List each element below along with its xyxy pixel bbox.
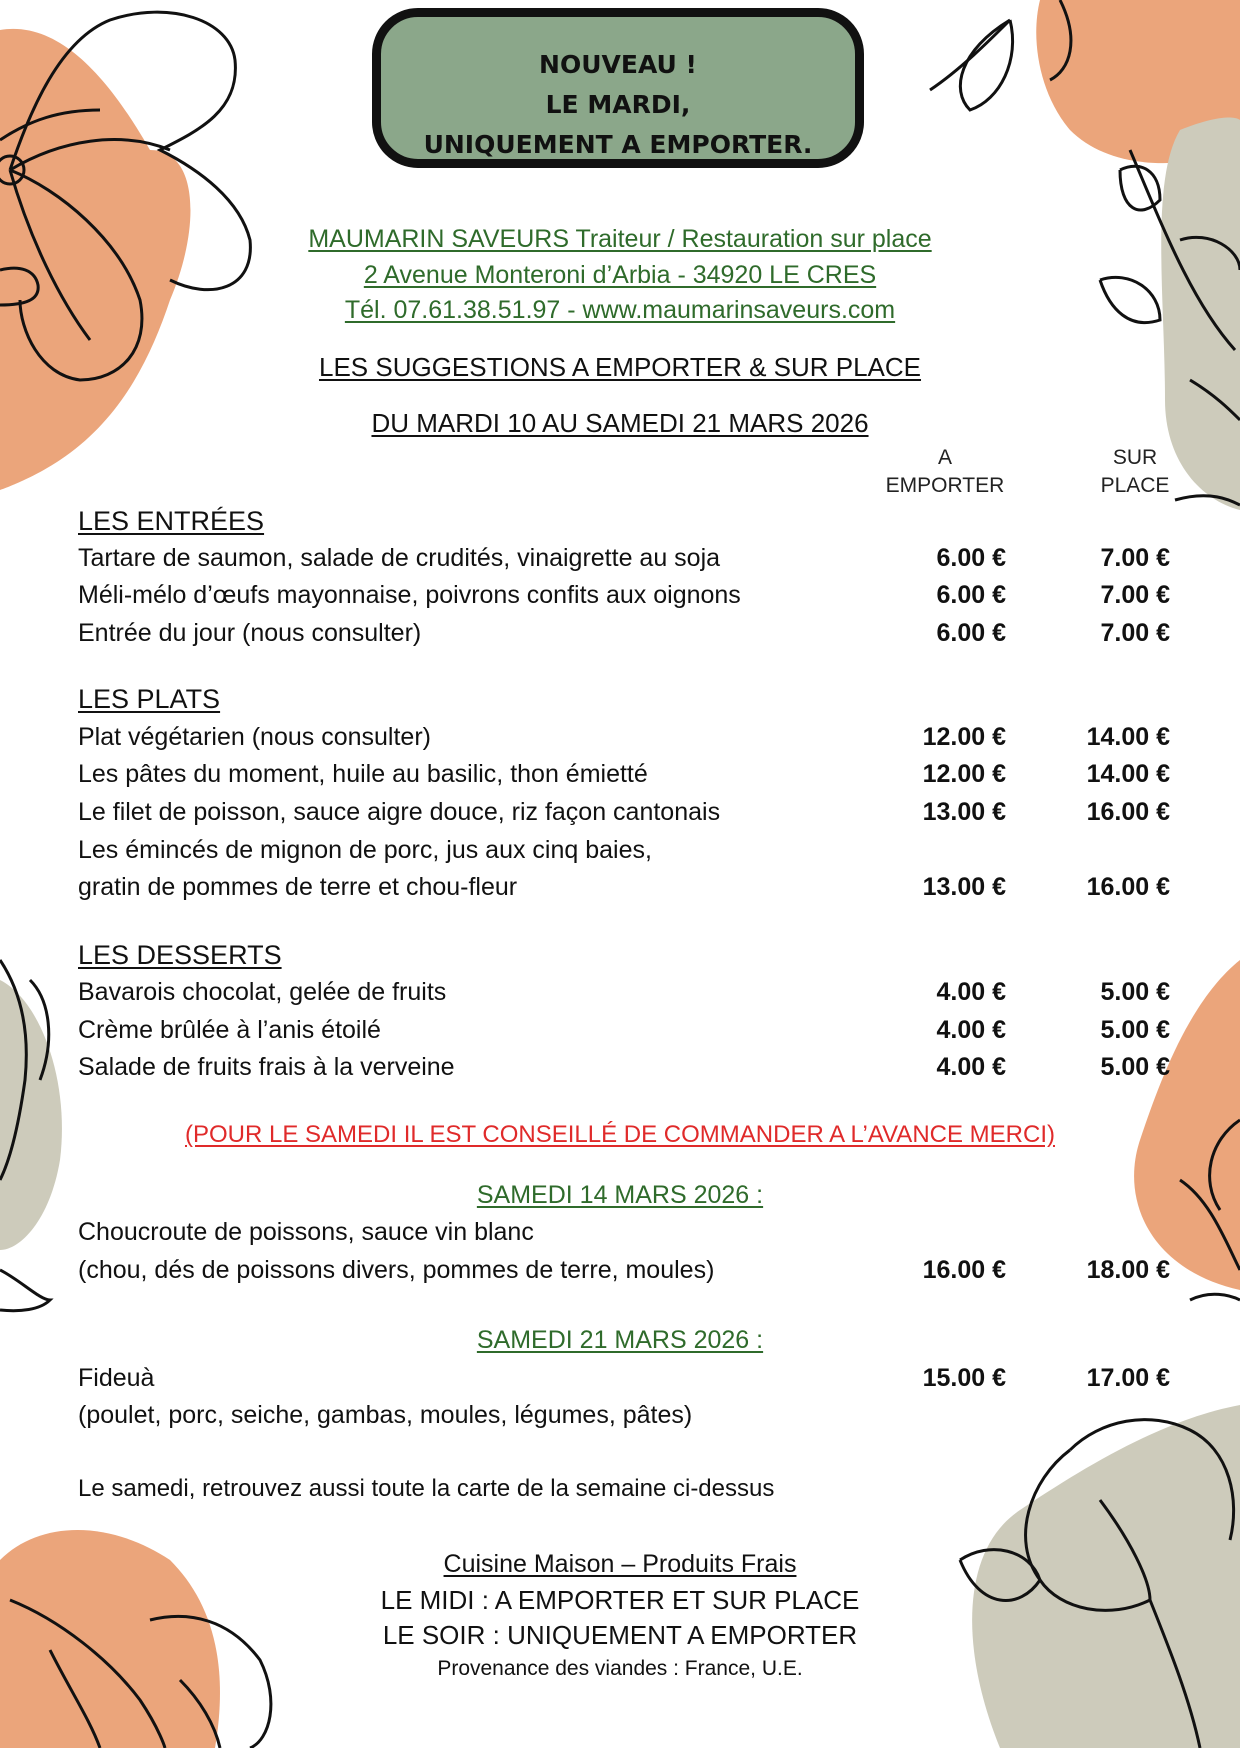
price-sur-place: 16.00 € bbox=[1086, 798, 1170, 826]
price-emporter: 6.00 € bbox=[936, 544, 1006, 572]
menu-item-name: Tartare de saumon, salade de crudités, vinaigrette au soja bbox=[78, 544, 721, 572]
column-header-sur-place bbox=[1070, 444, 1200, 500]
price-sur-place: 14.00 € bbox=[1086, 760, 1170, 788]
category-desserts-title: LES DESSERTS bbox=[78, 940, 282, 970]
saturday-2-dish: Fideuà bbox=[78, 1364, 155, 1392]
footer-lunch-info: LE MIDI : A EMPORTER ET SUR PLACE bbox=[380, 1585, 860, 1615]
footer-meat-origin: Provenance des viandes : France, U.E. bbox=[437, 1657, 803, 1680]
price-emporter: 12.00 € bbox=[922, 723, 1006, 751]
price-emporter: 6.00 € bbox=[936, 619, 1006, 647]
price-emporter: 13.00 € bbox=[922, 798, 1006, 826]
category-plats-title: LES PLATS bbox=[78, 684, 221, 714]
menu-item-name: Bavarois chocolat, gelée de fruits bbox=[78, 978, 447, 1006]
menu-item-name: Plat végétarien (nous consulter) bbox=[78, 723, 431, 751]
notice-line-2: LE MARDI, bbox=[545, 90, 691, 119]
price-emporter: 4.00 € bbox=[936, 1053, 1006, 1081]
saturday-1-title: SAMEDI 14 MARS 2026 : bbox=[476, 1181, 764, 1209]
price-emporter: 15.00 € bbox=[922, 1364, 1006, 1392]
column-header-emporter bbox=[870, 444, 1020, 500]
price-sur-place: 5.00 € bbox=[1100, 978, 1170, 1006]
menu-item-name: Les émincés de mignon de porc, jus aux cinq baies, bbox=[78, 836, 652, 864]
price-emporter: 4.00 € bbox=[936, 1016, 1006, 1044]
menu-item-name: Méli-mélo d’œufs mayonnaise, poivrons confits aux oignons bbox=[78, 581, 741, 609]
price-sur-place: 14.00 € bbox=[1086, 723, 1170, 751]
column-header-emporter-line2: EMPORTER bbox=[885, 474, 1005, 497]
date-range: DU MARDI 10 AU SAMEDI 21 MARS 2026 bbox=[371, 408, 869, 438]
notice-box bbox=[372, 8, 864, 168]
menu-item-name: Salade de fruits frais à la verveine bbox=[78, 1053, 455, 1081]
notice-line-1: NOUVEAU ! bbox=[539, 50, 697, 79]
price-sur-place: 7.00 € bbox=[1100, 619, 1170, 647]
saturday-order-note: (POUR LE SAMEDI IL EST CONSEILLÉ DE COMMANDER A L’AVANCE MERCI) bbox=[185, 1121, 1055, 1148]
price-emporter: 13.00 € bbox=[922, 873, 1006, 901]
price-sur-place: 16.00 € bbox=[1086, 873, 1170, 901]
category-entrees-title: LES ENTRÉES bbox=[78, 506, 265, 536]
menu-item-name-continued: gratin de pommes de terre et chou-fleur bbox=[78, 873, 518, 901]
footer-tagline: Cuisine Maison – Produits Frais bbox=[443, 1550, 797, 1578]
price-sur-place: 5.00 € bbox=[1100, 1016, 1170, 1044]
saturday-2-title: SAMEDI 21 MARS 2026 : bbox=[476, 1326, 764, 1354]
price-sur-place: 7.00 € bbox=[1100, 544, 1170, 572]
footer-evening-info: LE SOIR : UNIQUEMENT A EMPORTER bbox=[382, 1620, 858, 1650]
header-contact: Tél. 07.61.38.51.97 - www.maumarinsaveurs.com bbox=[344, 296, 896, 324]
page-title: LES SUGGESTIONS A EMPORTER & SUR PLACE bbox=[318, 352, 922, 382]
column-header-sur-place-line2: PLACE bbox=[1100, 474, 1170, 497]
menu-item-name: Crème brûlée à l’anis étoilé bbox=[78, 1016, 381, 1044]
price-emporter: 16.00 € bbox=[922, 1256, 1006, 1284]
column-header-sur-place-line1: SUR bbox=[1112, 446, 1158, 469]
header-business-name: MAUMARIN SAVEURS Traiteur / Restauration sur place bbox=[308, 225, 932, 253]
price-sur-place: 17.00 € bbox=[1086, 1364, 1170, 1392]
menu-item-name: Le filet de poisson, sauce aigre douce, riz façon cantonais bbox=[78, 798, 721, 826]
price-emporter: 12.00 € bbox=[922, 760, 1006, 788]
price-sur-place: 5.00 € bbox=[1100, 1053, 1170, 1081]
price-sur-place: 7.00 € bbox=[1100, 581, 1170, 609]
price-emporter: 4.00 € bbox=[936, 978, 1006, 1006]
menu-item-name: Entrée du jour (nous consulter) bbox=[78, 619, 422, 647]
menu-item-name: Les pâtes du moment, huile au basilic, thon émietté bbox=[78, 760, 648, 788]
column-header-emporter-line1: A bbox=[937, 446, 952, 469]
notice-line-3: UNIQUEMENT A EMPORTER. bbox=[423, 130, 813, 159]
saturday-1-dish: Choucroute de poissons, sauce vin blanc bbox=[78, 1218, 534, 1246]
price-emporter: 6.00 € bbox=[936, 581, 1006, 609]
price-sur-place: 18.00 € bbox=[1086, 1256, 1170, 1284]
saturday-menu-note: Le samedi, retrouvez aussi toute la carte de la semaine ci-dessus bbox=[78, 1475, 775, 1502]
header-address: 2 Avenue Monteroni d’Arbia - 34920 LE CRES bbox=[363, 261, 877, 289]
saturday-2-dish-details: (poulet, porc, seiche, gambas, moules, légumes, pâtes) bbox=[78, 1401, 693, 1429]
saturday-1-dish-details: (chou, dés de poissons divers, pommes de terre, moules) bbox=[78, 1256, 715, 1284]
